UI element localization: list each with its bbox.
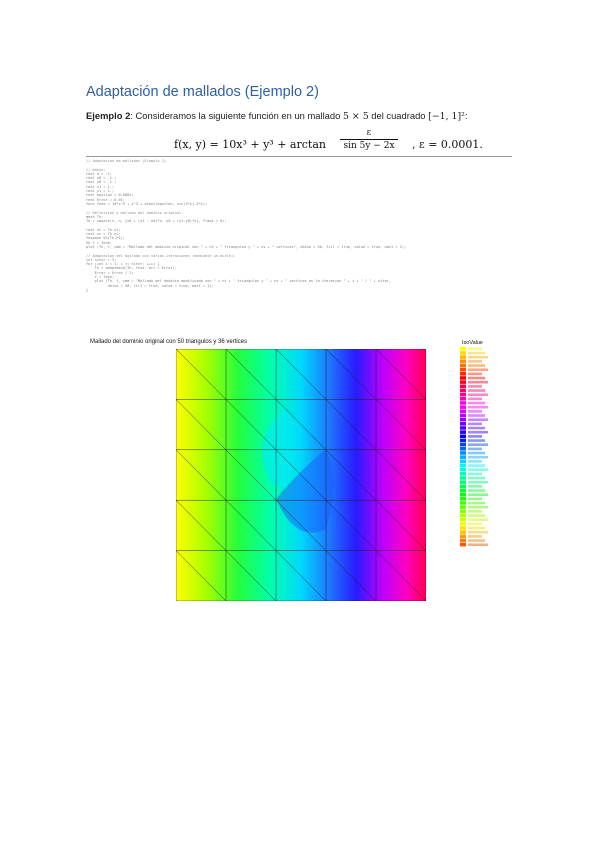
isovalue-legend <box>460 347 492 547</box>
legend-value <box>468 506 488 509</box>
legend-value <box>468 468 488 471</box>
legend-swatch <box>460 376 466 380</box>
legend-title: IsoValue <box>462 340 483 346</box>
formula-epsilon: , ε = 0.0001. <box>412 138 483 151</box>
legend-swatch <box>460 522 466 526</box>
legend-swatch <box>460 518 466 522</box>
legend-swatch <box>460 455 466 459</box>
legend-swatch <box>460 372 466 376</box>
legend-value <box>468 423 482 426</box>
formula-lhs: f(x, y) = 10x³ + y³ + arctan <box>174 138 326 151</box>
legend-value <box>468 514 485 517</box>
legend-swatch <box>460 430 466 434</box>
legend-value <box>468 410 482 413</box>
legend-value <box>468 477 485 480</box>
code-line: plot (Th, f, cmm = "Mallado del dominio original con " + nt + " triangulos y " + nv + " vertices", nbiso = 50, fill = true, value = true, wait = 1); <box>86 244 407 249</box>
function-formula <box>174 128 483 156</box>
legend-value <box>468 481 488 484</box>
code-line: real nt = Th.nt; <box>86 227 121 232</box>
legend-value <box>468 439 485 442</box>
legend-swatch <box>460 426 466 430</box>
formula-denominator: sin 5y − 2x <box>343 141 395 151</box>
legend-value <box>468 489 485 492</box>
legend-value <box>468 485 482 488</box>
legend-swatch <box>460 435 466 439</box>
legend-value <box>468 373 482 376</box>
legend-value <box>468 398 482 401</box>
legend-value <box>468 448 482 451</box>
legend-value <box>468 385 482 388</box>
legend-value <box>468 377 485 380</box>
legend-swatch <box>460 447 466 451</box>
code-line: func fexe = 10*x^3 + y^3 + atan2(epsilon, sin(5*y)-2*x); <box>86 201 208 206</box>
code-line: // Datos: <box>86 167 106 172</box>
legend-value <box>468 381 488 384</box>
example-label: Ejemplo 2 <box>86 110 131 121</box>
legend-value <box>468 393 488 396</box>
legend-value <box>468 527 485 530</box>
legend-swatch <box>460 405 466 409</box>
code-line: f = fexe; <box>86 275 115 280</box>
legend-swatch <box>460 485 466 489</box>
legend-swatch <box>460 351 466 355</box>
formula-fraction <box>340 128 398 151</box>
legend-swatch <box>460 489 466 493</box>
legend-value <box>468 356 488 359</box>
legend-value <box>468 406 488 409</box>
legend-value <box>468 539 485 542</box>
legend-swatch <box>460 385 466 389</box>
code-line: Error = Error / 2; <box>86 270 134 275</box>
legend-swatch <box>460 501 466 505</box>
legend-value <box>468 498 482 501</box>
legend-swatch <box>460 497 466 501</box>
legend-value <box>468 523 482 526</box>
legend-swatch <box>460 355 466 359</box>
legend-swatch <box>460 460 466 464</box>
legend-swatch <box>460 476 466 480</box>
legend-swatch <box>460 480 466 484</box>
legend-swatch <box>460 505 466 509</box>
domain-interval: [−1, 1]² <box>428 111 465 122</box>
intro-paragraph <box>86 110 468 122</box>
code-listing <box>86 156 512 345</box>
formula-numerator: ε <box>340 128 398 140</box>
legend-swatch <box>460 393 466 397</box>
legend-value <box>468 360 482 363</box>
code-line: for (int i = 1; i <= niter; ++i) { <box>86 262 160 267</box>
legend-swatch <box>460 347 466 351</box>
legend-value <box>468 431 488 434</box>
legend-swatch <box>460 535 466 539</box>
legend-value <box>468 427 485 430</box>
code-line: real x1 = 1.; <box>86 184 115 189</box>
code-line: // Definicion y mallado del dominio original: <box>86 210 184 215</box>
legend-value <box>468 510 482 513</box>
code-line: // Adaptacion del mallado con varias iteraciones (mediante un bucle): <box>86 253 236 258</box>
legend-swatch <box>460 410 466 414</box>
legend-value <box>468 364 485 367</box>
legend-value <box>468 460 482 463</box>
legend-value <box>468 352 485 355</box>
legend-swatch <box>460 472 466 476</box>
legend-value <box>468 443 488 446</box>
code-line: } <box>86 287 89 292</box>
legend-value <box>468 456 488 459</box>
legend-swatch <box>460 493 466 497</box>
legend-swatch <box>460 418 466 422</box>
legend-value <box>468 535 482 538</box>
code-line: int niter = 3; <box>86 257 117 262</box>
code-line: real Error = 0.01; <box>86 197 125 202</box>
code-line: real y1 = 1.; <box>86 189 115 194</box>
section-heading: Adaptación de mallados (Ejemplo 2) <box>86 84 319 100</box>
legend-swatch <box>460 543 466 547</box>
legend-swatch <box>460 380 466 384</box>
legend-value <box>468 435 482 438</box>
legend-swatch <box>460 468 466 472</box>
code-line: real a = -1; <box>86 171 112 176</box>
legend-swatch <box>460 451 466 455</box>
legend-value <box>468 518 488 521</box>
legend-swatch <box>460 397 466 401</box>
legend-swatch <box>460 514 466 518</box>
mesh-size: 5 × 5 <box>342 111 369 122</box>
legend-swatch <box>460 530 466 534</box>
code-line: plot (Th, f, cmm = "Mallado del dominio modificado con " + nt + " triangulos y " + nv + " vertices en la iteracion " + i + " / " + niter, <box>86 279 392 284</box>
legend-value <box>468 452 485 455</box>
legend-swatch <box>460 510 466 514</box>
legend-swatch <box>460 443 466 447</box>
legend-swatch <box>460 439 466 443</box>
legend-value <box>468 493 488 496</box>
legend-swatch <box>460 360 466 364</box>
intro-text: : Consideramos la siguiente función en un mallado <box>130 110 343 121</box>
code-line: real epsilon = 0.0001; <box>86 193 134 198</box>
legend-value <box>468 368 488 371</box>
mesh-plot <box>176 349 426 601</box>
code-line: nbiso = 50, fill = true, value = true, wait = 1); <box>86 283 214 288</box>
legend-swatch <box>460 368 466 372</box>
legend-swatch <box>460 464 466 468</box>
legend-value <box>468 543 488 546</box>
legend-swatch <box>460 364 466 368</box>
legend-swatch <box>460 539 466 543</box>
legend-value <box>468 389 485 392</box>
code-line: Vh f = fexe; <box>86 240 112 245</box>
legend-swatch <box>460 389 466 393</box>
plot-title: Mallado del dominio original con 50 triangulos y 36 vertices <box>90 339 248 345</box>
intro-text-2: del cuadrado <box>368 110 429 121</box>
code-line: real y0 = -1.; <box>86 180 117 185</box>
legend-value <box>468 502 485 505</box>
legend-value <box>468 414 485 417</box>
legend-swatch <box>460 401 466 405</box>
legend-value <box>468 464 485 467</box>
legend-value <box>468 402 485 405</box>
intro-colon: : <box>464 110 468 121</box>
code-line: // Adaptacion de mallados (Ejemplo 2) <box>86 159 167 163</box>
legend-value <box>468 418 488 421</box>
legend-swatch <box>460 526 466 530</box>
code-line: real x0 = -1.; <box>86 176 117 181</box>
code-line: real nv = Th.nv; <box>86 232 121 237</box>
code-line: Th = square(n, n, [x0 + (x1 - x0)*x, y0 + (y1-y0)*y], flags = 0); <box>86 219 227 224</box>
code-line: mesh Th; <box>86 214 104 219</box>
legend-value <box>468 348 482 351</box>
code-line: fespace Vh(Th,P1); <box>86 236 125 241</box>
legend-value <box>468 473 482 476</box>
legend-value <box>468 531 488 534</box>
legend-swatch <box>460 422 466 426</box>
legend-swatch <box>460 414 466 418</box>
code-line: Th = adaptmesh(Th, fexe, err = Error); <box>86 266 177 271</box>
